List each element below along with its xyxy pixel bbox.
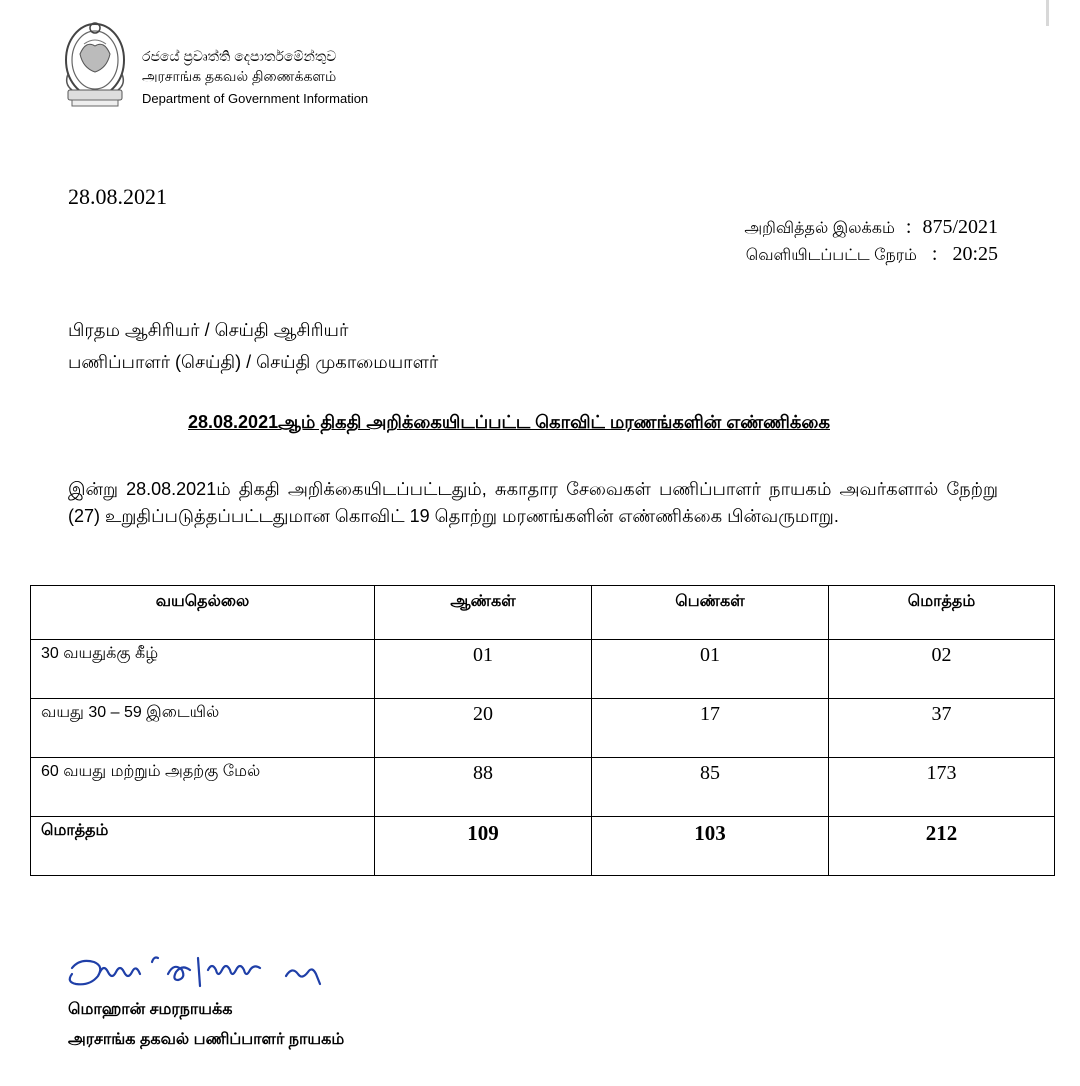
column-header-total: மொத்தம்: [829, 586, 1055, 640]
header-tamil: அரசாங்க தகவல் திணைக்களம்: [142, 68, 337, 84]
age-range-cell: 30 வயதுக்கு கீழ்: [31, 640, 375, 699]
handwritten-signature-icon: [66, 950, 346, 1000]
table-header-row: [31, 586, 1055, 640]
grand-total-cell: 212: [829, 817, 1055, 876]
recipient-line-1: பிரதம ஆசிரியர் / செய்தி ஆசிரியர்: [68, 320, 349, 340]
notice-number-separator: :: [905, 216, 912, 238]
male-cell: 20: [375, 699, 592, 758]
female-cell: 17: [592, 699, 829, 758]
release-time-value: 20:25: [952, 243, 998, 265]
header-english: Department of Government Information: [142, 91, 369, 106]
age-range-cell: வயது 30 – 59 இடையில்: [31, 699, 375, 758]
document-date: 28.08.2021: [68, 184, 167, 209]
notice-number: [744, 216, 998, 239]
document-heading: 28.08.2021ஆம் திகதி அறிக்கையிடப்பட்ட கொவிட் மரணங்களின் எண்ணிக்கை: [188, 412, 830, 432]
edge-mark: [1046, 0, 1049, 26]
table-row: [31, 758, 1055, 817]
column-header-age-range: வயதெல்லை: [31, 586, 375, 640]
table-total-row: [31, 817, 1055, 876]
release-time-separator: :: [931, 243, 938, 265]
notice-number-value: 875/2021: [922, 216, 998, 238]
total-label-cell: மொத்தம்: [31, 817, 375, 876]
total-cell: 02: [829, 640, 1055, 699]
female-total-cell: 103: [592, 817, 829, 876]
release-time-label: வெளியிடப்பட்ட நேரம்: [745, 247, 917, 264]
male-cell: 88: [375, 758, 592, 817]
table-row: [31, 699, 1055, 758]
intro-paragraph: இன்று 28.08.2021ம் திகதி அறிக்கையிடப்பட்டதும், சுகாதார சேவைகள் பணிப்பாளர் நாயகம் அவர்களால் நேற்று (27) உறுதிப்படுத்தப்பட்டதுமான கொவிட் 19 தொற்று மரணங்களின் எண்ணிக்கை பின்வருமாறு.: [68, 479, 998, 526]
signatory-name: மொஹான் சமரநாயக்க: [68, 1001, 233, 1018]
female-cell: 01: [592, 640, 829, 699]
total-cell: 37: [829, 699, 1055, 758]
column-header-male: ஆண்கள்: [375, 586, 592, 640]
male-cell: 01: [375, 640, 592, 699]
recipient-line-2: பணிப்பாளர் (செய்தி) / செய்தி முகாமையாளர்: [68, 352, 439, 372]
age-range-cell: 60 வயது மற்றும் அதற்கு மேல்: [31, 758, 375, 817]
total-cell: 173: [829, 758, 1055, 817]
column-header-female: பெண்கள்: [592, 586, 829, 640]
covid-deaths-table: [30, 585, 1055, 876]
notice-number-label: அறிவித்தல் இலக்கம்: [744, 220, 895, 237]
signatory-title: அரசாங்க தகவல் பணிப்பாளர் நாயகம்: [68, 1031, 345, 1048]
table-row: [31, 640, 1055, 699]
female-cell: 85: [592, 758, 829, 817]
male-total-cell: 109: [375, 817, 592, 876]
release-time: [746, 243, 998, 266]
header-sinhala: රජයේ ප්‍රවෘත්ති දෙපාර්තමේන්තුව: [142, 48, 337, 64]
sri-lanka-emblem-icon: [62, 14, 128, 110]
